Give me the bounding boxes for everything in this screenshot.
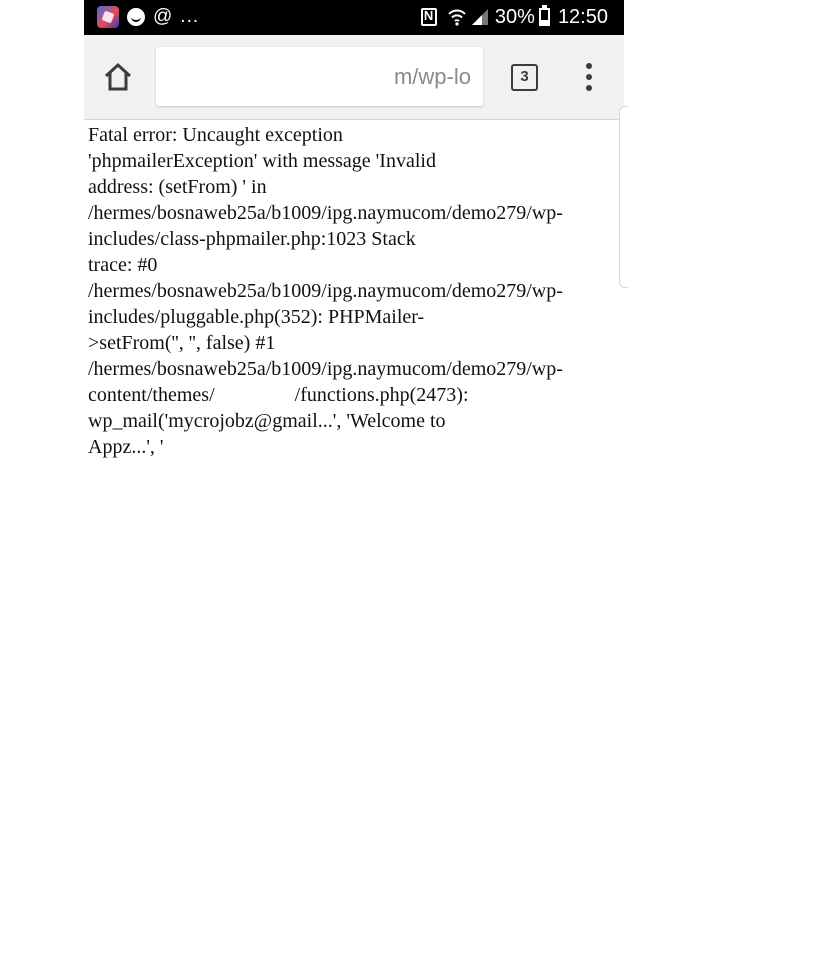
- address-bar[interactable]: [156, 47, 483, 106]
- more-notifications-indicator: ...: [180, 6, 200, 27]
- home-icon[interactable]: [102, 61, 134, 93]
- error-line: /hermes/bosnaweb25a/b1009/ipg.naymucom/demo279/wp-: [88, 202, 563, 224]
- error-line: /hermes/bosnaweb25a/b1009/ipg.naymucom/demo279/wp-: [88, 280, 563, 302]
- error-line: address: (setFrom) ' in: [88, 176, 267, 198]
- error-line: >setFrom('', '', false) #1: [88, 332, 276, 354]
- at-icon: @: [153, 6, 173, 27]
- status-bar: [84, 0, 624, 35]
- signal-icon: [471, 8, 489, 26]
- fatal-error-message: [88, 122, 624, 460]
- app-icon: [97, 6, 119, 28]
- side-panel-edge[interactable]: [619, 106, 628, 288]
- error-line: Appz...', ': [88, 436, 164, 458]
- error-line: Fatal error: Uncaught exception: [88, 124, 343, 146]
- redacted-url-area: [174, 69, 386, 87]
- error-line: includes/pluggable.php(352): PHPMailer-: [88, 306, 425, 328]
- battery-level-fill: [541, 20, 548, 24]
- more-vert-icon[interactable]: [581, 63, 597, 91]
- wifi-icon: [447, 8, 467, 26]
- clock: 12:50: [557, 6, 608, 28]
- page-content: [88, 122, 624, 460]
- tabs-button[interactable]: 3: [511, 64, 538, 91]
- error-line: trace: #0: [88, 254, 158, 276]
- nfc-icon: [421, 8, 437, 26]
- notification-icons: [97, 6, 199, 28]
- battery-icon: [539, 8, 550, 26]
- url-text[interactable]: m/wp-lo: [393, 64, 471, 89]
- smile-icon: [127, 8, 145, 26]
- browser-toolbar: [84, 35, 624, 120]
- system-icons: [421, 6, 608, 28]
- phone-screen: [84, 0, 624, 960]
- error-line: includes/class-phpmailer.php:1023 Stack: [88, 228, 416, 250]
- error-line: /hermes/bosnaweb25a/b1009/ipg.naymucom/demo279/wp-: [88, 358, 563, 380]
- error-line: 'phpmailerException' with message 'Invalid: [88, 150, 436, 172]
- error-line: content/themes/ /functions.php(2473):: [88, 384, 469, 406]
- error-line: wp_mail('mycrojobz@gmail...', 'Welcome to: [88, 410, 446, 432]
- battery-percent: 30%: [494, 6, 535, 28]
